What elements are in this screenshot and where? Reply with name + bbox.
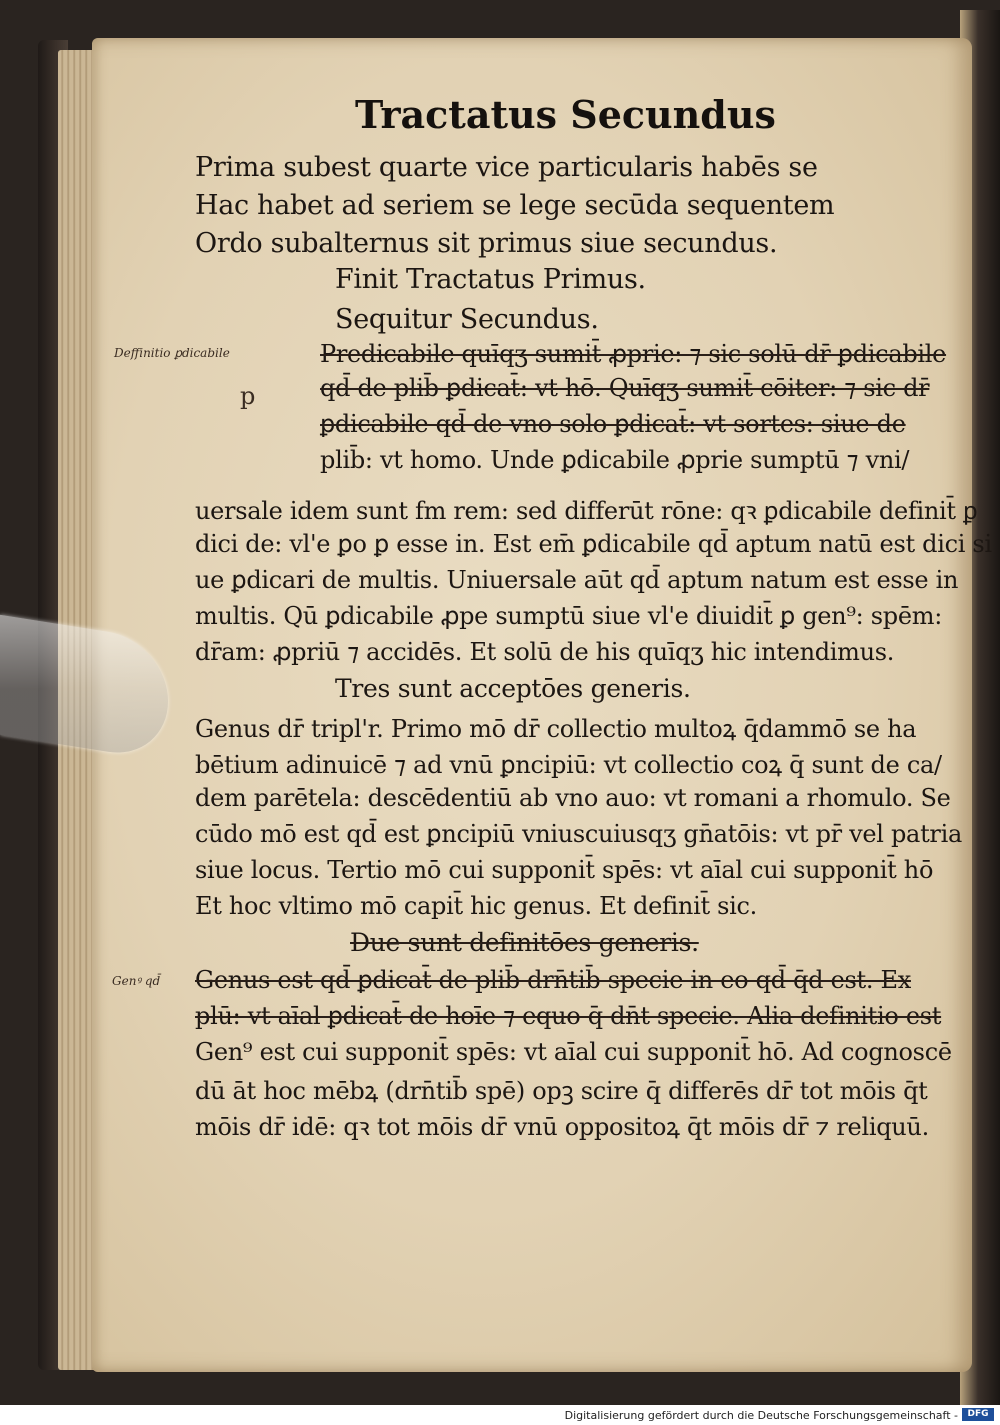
text-line: siue locus. Tertio mō cui supponit̄ spēs: vt aīal cui supponit̄ hō <box>195 856 934 884</box>
text-line: ue ꝑdicari de multis. Uniuersale aūt qd̄ aptum natum est esse in <box>195 566 959 594</box>
footer-credit: Digitalisierung gefördert durch die Deutsche Forschungsgemeinschaft - <box>564 1409 958 1422</box>
text-line: plib̄: vt homo. Unde ꝑdicabile ꝓprie sumptū ⁊ vni/ <box>320 446 910 474</box>
text-line: Et hoc vltimo mō capit̄ hic genus. Et definit̄ sic. <box>195 892 758 920</box>
text-line: dici de: vl'e ꝑo ꝑ esse in. Est em̄ ꝑdicabile qd̄ aptum natū est dici si <box>195 530 992 558</box>
text-line: cūdo mō est qd̄ est ꝑncipiū vniuscuiusqʒ gn̄atōis: vt pr̄ vel patria <box>195 820 962 848</box>
text-line: plū: vt aīal ꝑdicat̄ de hoīe ⁊ equo q̄ dn̄t specie. Alia definitio est <box>195 1002 942 1030</box>
marginal-note: Deffinitio ꝑdicabile <box>114 346 230 360</box>
text-line: dū āt hoc mēbꝝ (drn̄tib̄ spē) opꝫ scire q̄ differēs dr̄ tot mōis q̄t <box>195 1077 928 1105</box>
text-line: uersale idem sunt fm rem: sed differūt rōne: qꝛ ꝑdicabile definit̄ ꝑ <box>195 497 978 525</box>
section-heading: Sequitur Secundus. <box>335 304 599 335</box>
dfg-logo: DFG <box>962 1408 994 1421</box>
text-line: Genus est qd̄ ꝑdicat̄ de plib̄ drn̄tib̄ specie in eo qd̄ q̄d est. Ex <box>195 966 911 994</box>
text-line: Genus dr̄ tripl'r. Primo mō dr̄ collectio multoꝝ q̄dammō se ha <box>195 715 917 743</box>
page-title: Tractatus Secundus <box>355 92 776 137</box>
marginal-note: Genꝰ qd̄ <box>112 974 161 988</box>
section-heading: Tres sunt acceptōes generis. <box>335 674 691 703</box>
text-line: Gen⁹ est cui supponit̄ spēs: vt aīal cui supponit̄ hō. Ad cognoscē <box>195 1038 952 1066</box>
text-line: bētium adinuicē ⁊ ad vnū ꝑncipiū: vt collectio coꝝ q̄ sunt de ca/ <box>195 751 942 779</box>
marginal-note: p <box>240 382 256 410</box>
text-line: Hac habet ad seriem se lege secūda sequentem <box>195 190 835 221</box>
text-line: Ordo subalternus sit primus siue secundus. <box>195 228 778 259</box>
text-line: Predicabile quīqʒ sumit̄ ꝓprie: ⁊ sic solū dr̄ ꝑdicabile <box>320 340 947 368</box>
text-line: mōis dr̄ idē: qꝛ tot mōis dr̄ vnū oppositoꝝ q̄t mōis dr̄ ⁊ reliquū. <box>195 1113 929 1141</box>
text-line: dr̄am: ꝓpriū ⁊ accidēs. Et solū de his quīqʒ hic intendimus. <box>195 638 895 666</box>
section-heading: Due sunt definitōes generis. <box>350 928 699 957</box>
text-line: Prima subest quarte vice particularis habēs se <box>195 152 818 183</box>
text-line: ꝑdicabile qd̄ de vno solo ꝑdicat̄: vt sortes: siue de <box>320 410 906 438</box>
text-line: dem parētela: descēdentiū ab vno auo: vt romani a rhomulo. Se <box>195 784 951 812</box>
section-heading: Finit Tractatus Primus. <box>335 264 646 295</box>
text-line: multis. Qū ꝑdicabile ꝓpe sumptū siue vl'e diuidit̄ ꝑ gen⁹: spēm: <box>195 602 943 630</box>
text-line: qd̄ de plib̄ ꝑdicat̄: vt hō. Quīqʒ sumit̄ cōiter: ⁊ sic dr̄ <box>320 374 930 402</box>
